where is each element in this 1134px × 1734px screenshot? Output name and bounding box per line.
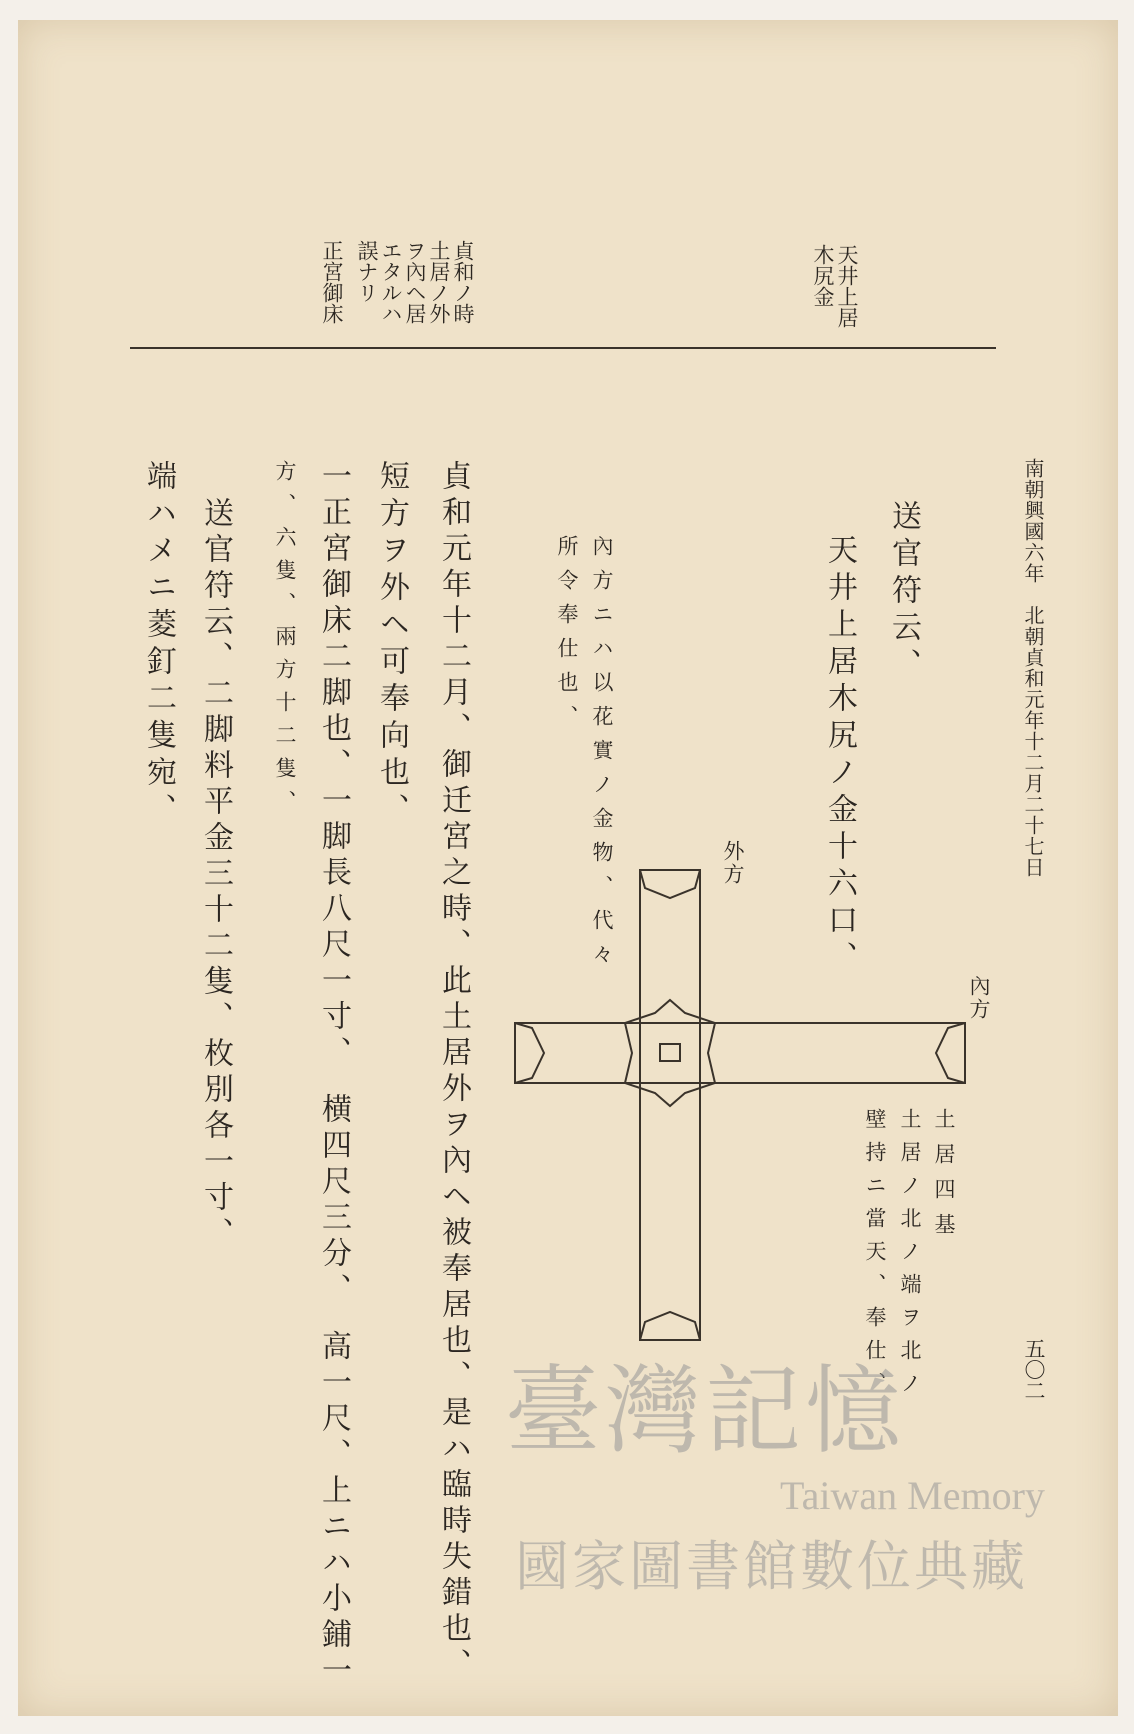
diagram-caption: 土居四基 [932, 1108, 956, 1248]
text-line: 短方ヲ外ヘ可奉向也、 [374, 460, 409, 830]
margin-note: 天井上居 [835, 244, 859, 328]
diagram-label-outer: 外方 [721, 840, 745, 886]
cross-diagram [510, 860, 970, 1350]
text-line: 一正宮御床二脚也、一脚長八尺一寸、 横四尺三分、 高一尺、上ニハ小鋪一 [316, 460, 351, 1690]
margin-note: ヲ內ヘ居 [403, 240, 427, 324]
text-line: 方、六隻、兩方十二隻、 [273, 460, 297, 823]
margin-note: 木尻金 [811, 244, 835, 307]
running-head: 南朝興國六年 北朝貞和元年十二月二十七日 [1021, 458, 1045, 878]
margin-note: エタルハ [379, 240, 403, 324]
text-line: 端ハメニ菱釘二隻宛、 [141, 460, 176, 830]
margin-note: 貞和ノ時 [451, 240, 475, 324]
margin-note: 誤ナリ [355, 240, 379, 303]
margin-note: 土居ノ外 [427, 240, 451, 324]
watermark-title: 臺灣記憶 [505, 1355, 905, 1467]
text-line: 天井上居木尻ノ金十六口、 [822, 534, 857, 978]
text-line: 貞和元年十二月、御迁宮之時、此土居外ヲ內ヘ被奉居也、是ハ臨時失錯也、 [436, 460, 471, 1684]
text-line: 送官符云、 [886, 500, 921, 685]
watermark-library: 國家圖書館數位典藏 [515, 1535, 1028, 1598]
page-number: 五〇二 [1022, 1338, 1046, 1401]
header-rule [130, 347, 996, 349]
annotation: 內方ニハ以花實ノ金物、代々 [590, 535, 614, 977]
diagram-caption: 壁持ニ當天、奉仕、 [863, 1108, 887, 1405]
annotation: 所令奉仕也、 [555, 535, 579, 739]
watermark-subtitle: Taiwan Memory [780, 1473, 1045, 1518]
margin-note: 正宮御床 [320, 240, 344, 324]
text-line: 送官符云、二脚料平金三十二隻、枚別各一寸、 [198, 497, 233, 1253]
diagram-caption: 土居ノ北ノ端ヲ北ノ [898, 1108, 922, 1405]
diagram-label-inner: 內方 [967, 975, 991, 1021]
